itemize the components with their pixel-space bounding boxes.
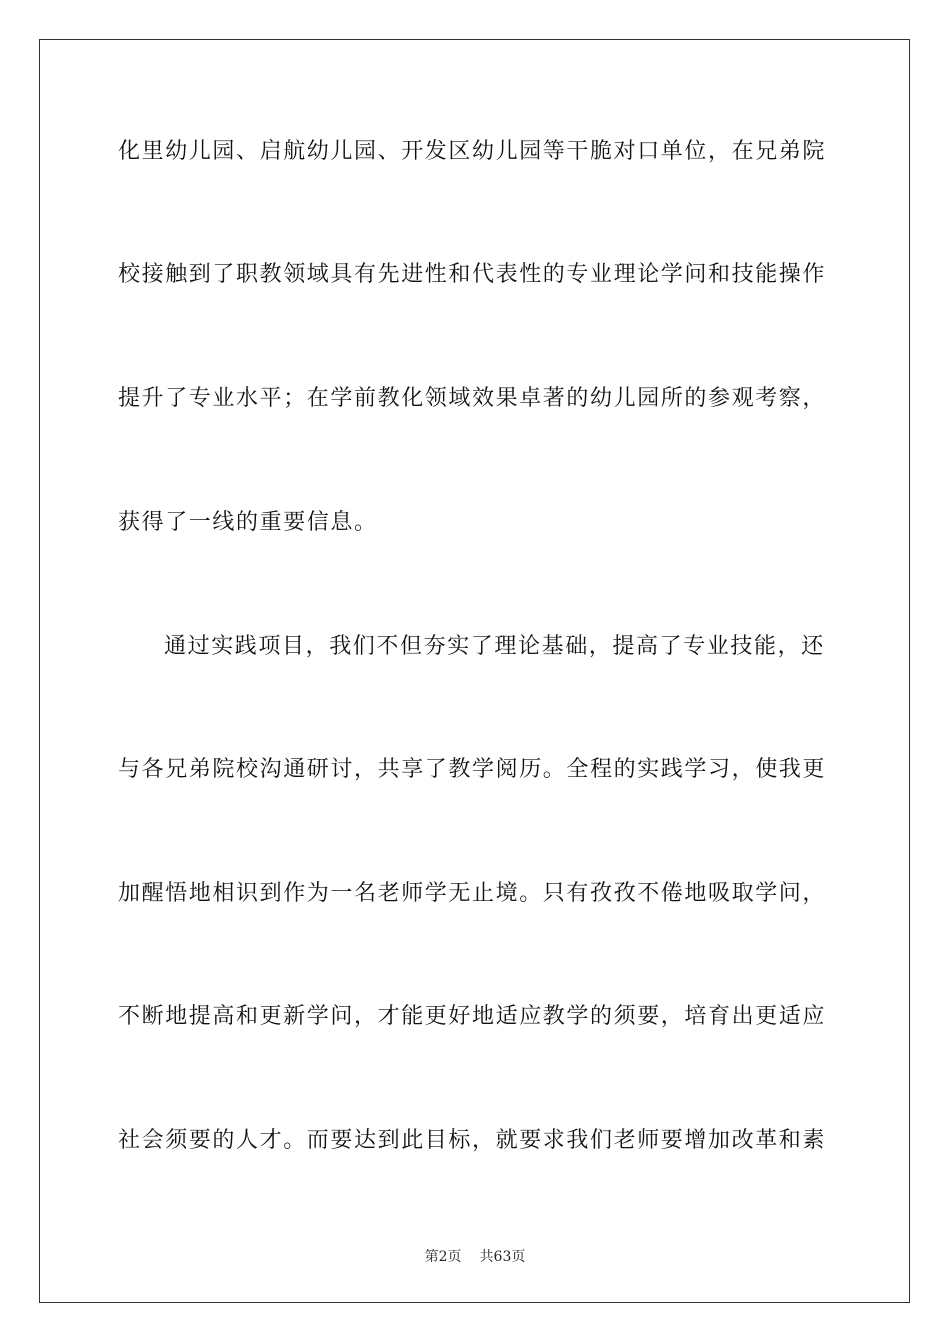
page-total: 共63页 — [479, 1249, 526, 1265]
text-line: 加醒悟地相识到作为一名老师学无止境。只有孜孜不倦地吸取学问， — [118, 881, 827, 906]
page-border — [39, 39, 910, 1303]
paragraph-first-line: 通过实践项目，我们不但夯实了理论基础，提高了专业技能，还 — [164, 634, 825, 659]
page-footer — [0, 1246, 950, 1266]
text-line: 与各兄弟院校沟通研讨，共享了教学阅历。全程的实践学习，使我更 — [118, 757, 827, 782]
text-line: 提升了专业水平；在学前教化领域效果卓著的幼儿园所的参观考察， — [118, 386, 827, 411]
page-number: 第2页 — [424, 1249, 462, 1265]
text-line: 校接触到了职教领域具有先进性和代表性的专业理论学问和技能操作 — [118, 262, 827, 287]
text-line: 获得了一线的重要信息。 — [118, 510, 378, 535]
text-line: 社会须要的人才。而要达到此目标，就要求我们老师要增加改革和素 — [118, 1128, 827, 1153]
text-line: 化里幼儿园、启航幼儿园、开发区幼儿园等干脆对口单位，在兄弟院 — [118, 139, 827, 164]
text-line: 不断地提高和更新学问，才能更好地适应教学的须要，培育出更适应 — [118, 1004, 827, 1029]
